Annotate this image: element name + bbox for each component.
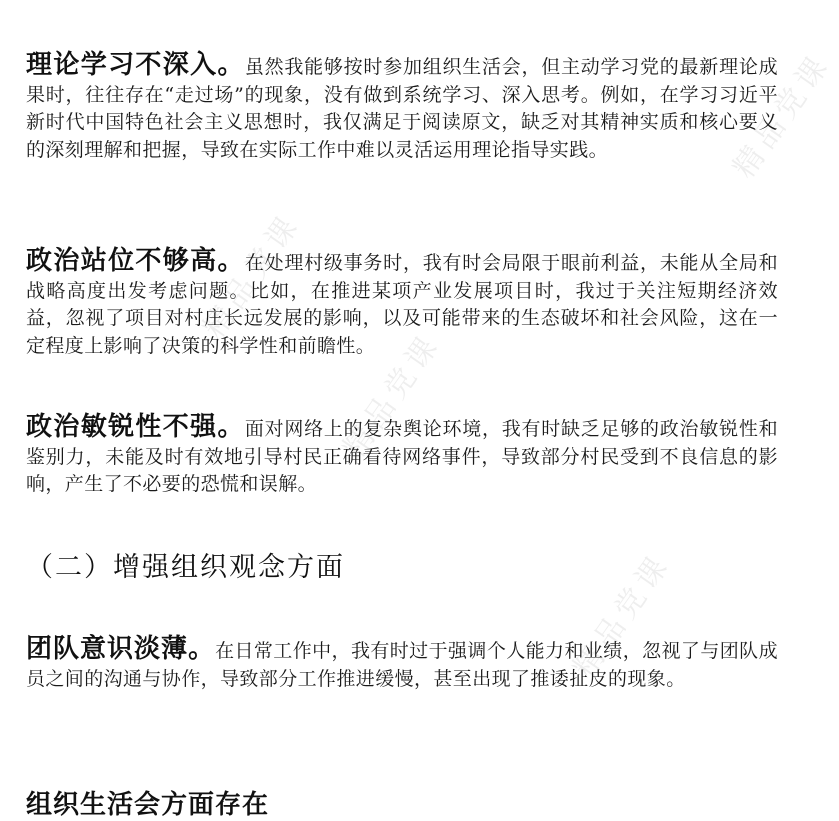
watermark-text: 精品党课 [196,206,308,345]
paragraph-block [26,414,778,499]
paragraph-body: 在处理村级事务时，我有时会局限于眼前利益，未能从全局和战略高度出发考虑问题。比如，在推进某项产业发展项目时，我过于关注短期经济效益，忽视了项目对村庄长远发展的影响，以及可能带来的生态破坏和社会风险，这在一定程度上影响了决策的科学性和前瞻性。 [26,252,778,357]
paragraph-block [26,636,778,693]
subheading-block [26,550,778,586]
cutoff-heading: 组织生活会方面存在 [26,790,270,820]
cutoff-heading-block [26,784,778,821]
paragraph-block [26,248,778,360]
paragraph-body: 虽然我能够按时参加组织生活会，但主动学习党的最新理论成果时，往往存在“走过场”的现象，没有做到系统学习、深入思考。例如，在学习习近平新时代中国特色社会主义思想时，我仅满足于阅读原文，缺乏对其精神实质和核心要义的深刻理解和把握，导致在实际工作中难以灵活运用理论指导实践。 [26,56,778,161]
paragraph [26,248,778,360]
paragraph [26,636,778,693]
paragraph-lead: 团队意识淡薄。 [26,634,216,664]
paragraph [26,52,778,164]
watermark-text: 精品党课 [566,546,678,685]
paragraph-lead: 理论学习不深入。 [26,50,245,80]
watermark-text: 精品党课 [726,46,838,185]
watermark-text: 精品党课 [336,326,448,465]
paragraph-body: 面对网络上的复杂舆论环境，我有时缺乏足够的政治敏锐性和鉴别力，未能及时有效地引导村民正确看待网络事件，导致部分村民受到不良信息的影响，产生了不必要的恐慌和误解。 [26,418,778,495]
section-heading: （二）增强组织观念方面 [26,552,345,583]
paragraph-body: 在日常工作中，我有时过于强调个人能力和业绩，忽视了与团队成员之间的沟通与协作，导致部分工作推进缓慢，甚至出现了推诿扯皮的现象。 [26,640,778,690]
paragraph-block [26,52,778,164]
paragraph-lead: 政治敏锐性不强。 [26,412,245,442]
paragraph [26,414,778,499]
paragraph-lead: 政治站位不够高。 [26,246,245,276]
